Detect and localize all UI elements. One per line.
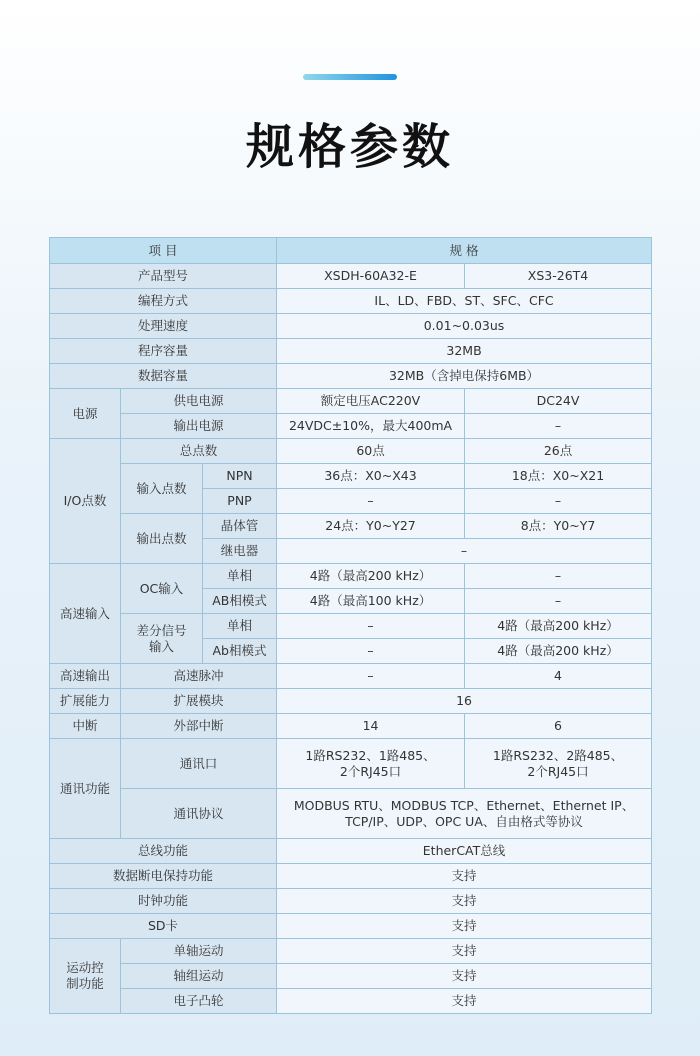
cell-value: 6 <box>465 714 652 739</box>
table-row <box>50 464 652 489</box>
cell-line: 2个RJ45口 <box>339 763 402 779</box>
table-row <box>50 514 652 539</box>
cell-value: XSDH-60A32-E <box>277 264 465 289</box>
row-label: 通讯协议 <box>121 789 277 839</box>
table-row <box>50 839 652 864</box>
group-label: 电源 <box>50 389 121 439</box>
cell-value: 60点 <box>277 439 465 464</box>
header-spec: 规 格 <box>277 238 652 264</box>
cell-value: – <box>465 489 652 514</box>
row-label: 高速脉冲 <box>121 664 277 689</box>
cell-value: 24点：Y0~Y27 <box>277 514 465 539</box>
cell-line: 1路RS232、2路485、 <box>492 747 624 763</box>
row-label: 继电器 <box>203 539 277 564</box>
group-label: 高速输出 <box>50 664 121 689</box>
cell-value: 16 <box>277 689 652 714</box>
row-label: NPN <box>203 464 277 489</box>
table-row <box>50 264 652 289</box>
subgroup-label <box>121 614 203 664</box>
cell-value: 4路（最高100 kHz） <box>277 589 465 614</box>
group-label: 通讯功能 <box>50 739 121 839</box>
table-row <box>50 889 652 914</box>
group-label: 中断 <box>50 714 121 739</box>
group-label-line: 制功能 <box>66 976 104 991</box>
table-row <box>50 414 652 439</box>
row-label: 程序容量 <box>50 339 277 364</box>
table-row <box>50 739 652 789</box>
cell-value: – <box>277 664 465 689</box>
cell-value: EtherCAT总线 <box>277 839 652 864</box>
group-label <box>50 939 121 1014</box>
cell-value: – <box>465 589 652 614</box>
row-label: 单相 <box>203 614 277 639</box>
row-label: 轴组运动 <box>121 964 277 989</box>
cell-value: DC24V <box>465 389 652 414</box>
row-label: 外部中断 <box>121 714 277 739</box>
table-row <box>50 314 652 339</box>
cell-value: 36点：X0~X43 <box>277 464 465 489</box>
title-accent-bar <box>303 74 397 80</box>
row-label: 数据断电保持功能 <box>50 864 277 889</box>
table-row <box>50 614 652 639</box>
cell-value: 18点：X0~X21 <box>465 464 652 489</box>
group-label-line: 运动控 <box>66 960 104 975</box>
cell-value: 支持 <box>277 864 652 889</box>
table-row <box>50 664 652 689</box>
cell-value: 4 <box>465 664 652 689</box>
table-row <box>50 389 652 414</box>
group-label: 扩展能力 <box>50 689 121 714</box>
table-row <box>50 439 652 464</box>
row-label: 扩展模块 <box>121 689 277 714</box>
table-row <box>50 789 652 839</box>
row-label: 通讯口 <box>121 739 277 789</box>
cell-value: – <box>277 489 465 514</box>
spec-table <box>49 237 652 1014</box>
row-label: 时钟功能 <box>50 889 277 914</box>
cell-line: 2个RJ45口 <box>527 763 589 779</box>
table-row <box>50 864 652 889</box>
cell-value: – <box>277 639 465 664</box>
cell-value: XS3-26T4 <box>465 264 652 289</box>
row-label: AB相模式 <box>203 589 277 614</box>
cell-value: – <box>465 414 652 439</box>
table-row <box>50 989 652 1014</box>
row-label: 产品型号 <box>50 264 277 289</box>
row-label: 电子凸轮 <box>121 989 277 1014</box>
cell-value: – <box>465 564 652 589</box>
table-row <box>50 939 652 964</box>
table-row <box>50 564 652 589</box>
cell-value: 8点：Y0~Y7 <box>465 514 652 539</box>
row-label: SD卡 <box>50 914 277 939</box>
row-label: 单轴运动 <box>121 939 277 964</box>
cell-value: 支持 <box>277 964 652 989</box>
cell-line: MODBUS RTU、MODBUS TCP、Ethernet、Ethernet IP、 <box>293 797 635 813</box>
cell-line: TCP/IP、UDP、OPC UA、自由格式等协议 <box>345 813 583 829</box>
row-label: Ab相模式 <box>203 639 277 664</box>
cell-value: 支持 <box>277 889 652 914</box>
table-header-row <box>50 238 652 264</box>
row-label: 晶体管 <box>203 514 277 539</box>
table-row <box>50 689 652 714</box>
cell-value: 支持 <box>277 989 652 1014</box>
row-label: 数据容量 <box>50 364 277 389</box>
cell-value: 24VDC±10%，最大400mA <box>277 414 465 439</box>
row-label: PNP <box>203 489 277 514</box>
cell-value <box>277 789 652 839</box>
cell-value <box>277 739 465 789</box>
table-row <box>50 289 652 314</box>
cell-value: 32MB（含掉电保持6MB） <box>277 364 652 389</box>
cell-value: 32MB <box>277 339 652 364</box>
subgroup-label: 输入点数 <box>121 464 203 514</box>
header-item: 项 目 <box>50 238 277 264</box>
row-label: 编程方式 <box>50 289 277 314</box>
cell-value: 0.01~0.03us <box>277 314 652 339</box>
table-row <box>50 364 652 389</box>
subgroup-label-line: 输入 <box>148 638 174 654</box>
cell-value: 4路（最高200 kHz） <box>277 564 465 589</box>
cell-value: – <box>277 614 465 639</box>
group-label: 高速输入 <box>50 564 121 664</box>
subgroup-label-line: 差分信号 <box>136 622 187 638</box>
table-row <box>50 339 652 364</box>
subgroup-label: 输出点数 <box>121 514 203 564</box>
row-label: 供电电源 <box>121 389 277 414</box>
table-row <box>50 914 652 939</box>
row-label: 总线功能 <box>50 839 277 864</box>
subgroup-label: OC输入 <box>121 564 203 614</box>
cell-value: 4路（最高200 kHz） <box>465 614 652 639</box>
row-label: 总点数 <box>121 439 277 464</box>
row-label: 单相 <box>203 564 277 589</box>
cell-line: 1路RS232、1路485、 <box>305 747 436 763</box>
cell-value: – <box>277 539 652 564</box>
cell-value <box>465 739 652 789</box>
group-label: I/O点数 <box>50 439 121 564</box>
cell-value: 26点 <box>465 439 652 464</box>
cell-value: 支持 <box>277 914 652 939</box>
page-title: 规格参数 <box>245 119 454 175</box>
cell-value: 额定电压AC220V <box>277 389 465 414</box>
cell-value: 14 <box>277 714 465 739</box>
row-label: 处理速度 <box>50 314 277 339</box>
table-row <box>50 964 652 989</box>
cell-value: IL、LD、FBD、ST、SFC、CFC <box>277 289 652 314</box>
cell-value: 支持 <box>277 939 652 964</box>
table-row <box>50 714 652 739</box>
row-label: 输出电源 <box>121 414 277 439</box>
cell-value: 4路（最高200 kHz） <box>465 639 652 664</box>
